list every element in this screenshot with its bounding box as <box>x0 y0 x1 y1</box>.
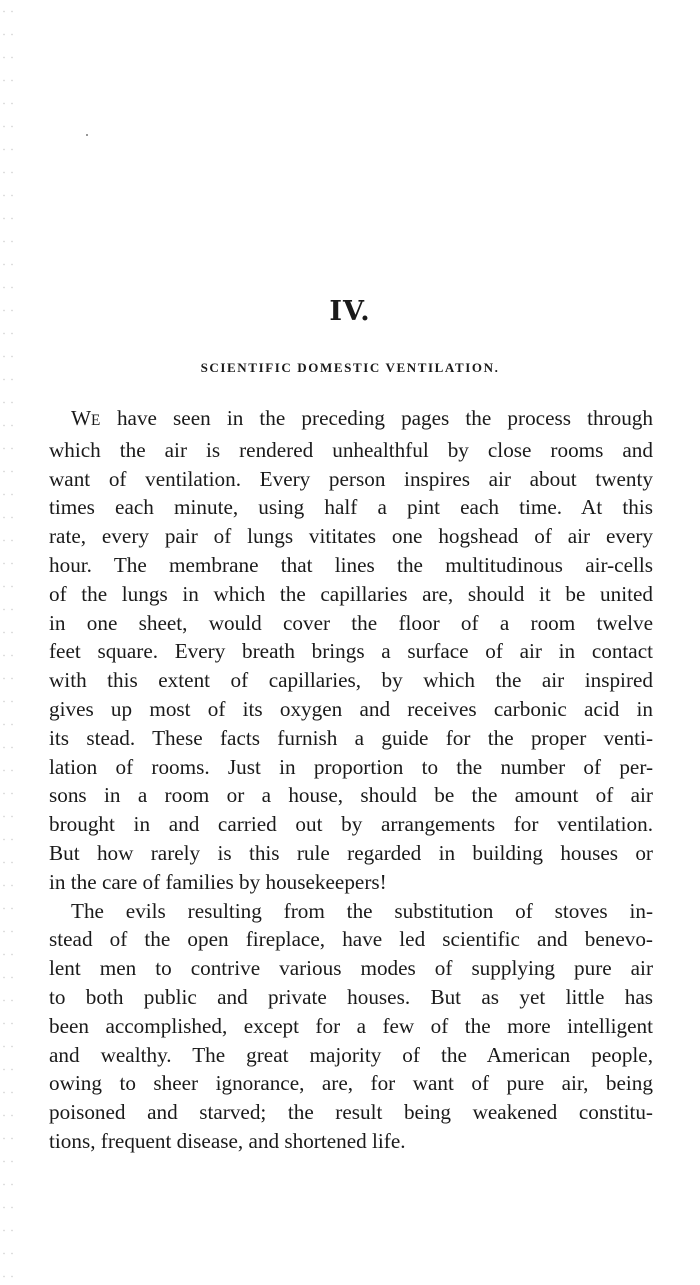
text-line: stead of the open fireplace, have led scientific and benevo- <box>49 927 653 952</box>
text-line: in the care of families by housekeepers! <box>49 869 387 894</box>
text-line: and wealthy. The great majority of the American people, <box>49 1042 653 1067</box>
drop-initial: W <box>71 406 91 430</box>
small-cap-letters: E <box>91 412 101 429</box>
text-line: brought in and carried out by arrangements for ventilation. <box>49 812 653 837</box>
text-line: But how rarely is this rule regarded in building houses or <box>49 840 653 865</box>
text-line: owing to sheer ignorance, are, for want of pure air, being <box>49 1071 653 1096</box>
text-line <box>49 404 653 436</box>
chapter-title: SCIENTIFIC DOMESTIC VENTILATION. <box>200 360 500 375</box>
ink-speck <box>86 134 88 136</box>
text-line: with this extent of capillaries, by which the air inspired <box>49 668 653 693</box>
text-line: rate, every pair of lungs vititates one hogshead of air every <box>49 524 653 549</box>
paragraph-1 <box>49 404 653 897</box>
text-line: gives up most of its oxygen and receives carbonic acid in <box>49 696 653 721</box>
text-line: times each minute, using half a pint each time. At this <box>49 495 653 520</box>
line-text: have seen in the preceding pages the process through <box>100 406 653 430</box>
text-line: tions, frequent disease, and shortened life. <box>49 1128 406 1153</box>
text-line: The evils resulting from the substitution of stoves in- <box>71 898 653 923</box>
page-edge-specks <box>0 0 14 1285</box>
text-line: want of ventilation. Every person inspires air about twenty <box>49 466 653 491</box>
text-line: of the lungs in which the capillaries are, should it be united <box>49 581 653 606</box>
text-line: sons in a room or a house, should be the amount of air <box>49 783 653 808</box>
chapter-number: IV. <box>329 296 371 327</box>
paragraph-2 <box>49 897 653 1156</box>
text-line: in one sheet, would cover the floor of a room twelve <box>49 610 653 635</box>
text-line: lent men to contrive various modes of supplying pure air <box>49 956 653 981</box>
text-line: poisoned and starved; the result being weakened constitu- <box>49 1100 653 1125</box>
text-line: its stead. These facts furnish a guide for the proper venti- <box>49 725 653 750</box>
text-line: to both public and private houses. But as yet little has <box>49 984 653 1009</box>
text-line: been accomplished, except for a few of the more intelligent <box>49 1013 653 1038</box>
text-line: feet square. Every breath brings a surface of air in contact <box>49 639 653 664</box>
chapter-body <box>49 404 653 1156</box>
text-line: which the air is rendered unhealthful by close rooms and <box>49 437 653 462</box>
text-line: lation of rooms. Just in proportion to the number of per- <box>49 754 653 779</box>
text-line: hour. The membrane that lines the multitudinous air-cells <box>49 552 653 577</box>
